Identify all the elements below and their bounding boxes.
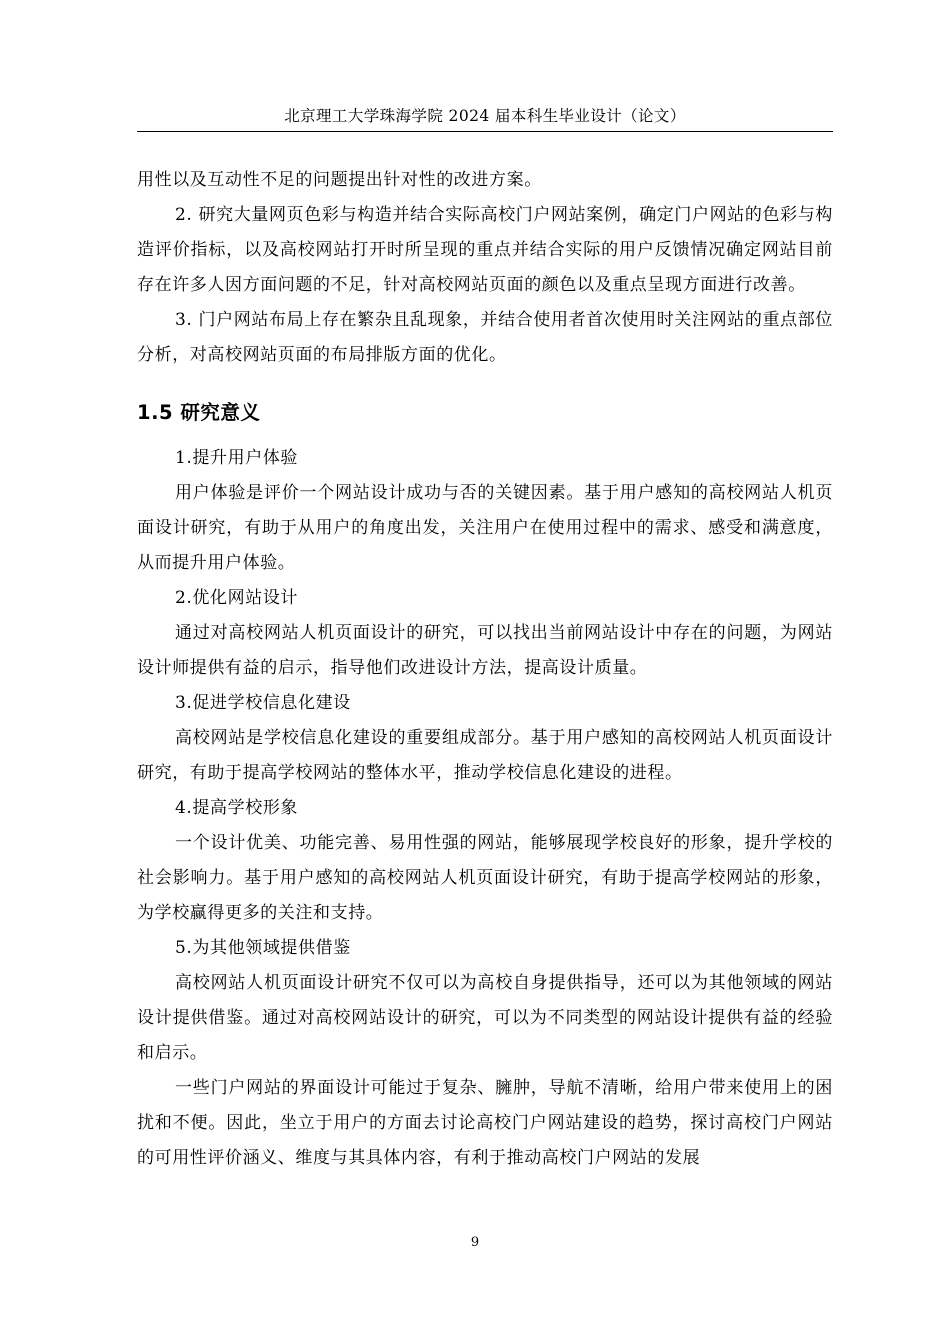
header-divider <box>137 131 833 132</box>
page-header: 北京理工大学珠海学院 2024 届本科生毕业设计（论文） <box>284 107 686 125</box>
section-heading: 1.5 研究意义 <box>137 401 261 424</box>
point-title: 3.促进学校信息化建设 <box>175 693 351 713</box>
point-title: 5.为其他领域提供借鉴 <box>175 938 351 958</box>
intro-continuation-paragraph: 用性以及互动性不足的问题提出针对性的改进方案。 <box>137 170 542 190</box>
list-item-3: 3. 门户网站布局上存在繁杂且乱现象，并结合使用者首次使用时关注网站的重点部位分析，对高校网站页面的布局排版方面的优化。 <box>137 310 833 365</box>
point-paragraph: 用户体验是评价一个网站设计成功与否的关键因素。基于用户感知的高校网站人机页面设计研究，有助于从用户的角度出发，关注用户在使用过程中的需求、感受和满意度，从而提升用户体验。 <box>137 483 833 573</box>
point-paragraph: 一个设计优美、功能完善、易用性强的网站，能够展现学校良好的形象，提升学校的社会影响力。基于用户感知的高校网站人机页面设计研究，有助于提高学校网站的形象，为学校赢得更多的关注和支持。 <box>137 833 833 923</box>
page-body <box>137 163 833 1176</box>
point-paragraph: 高校网站人机页面设计研究不仅可以为高校自身提供指导，还可以为其他领域的网站设计提供借鉴。通过对高校网站设计的研究，可以为不同类型的网站设计提供有益的经验和启示。 <box>137 973 833 1063</box>
point-title: 1.提升用户体验 <box>175 448 299 468</box>
point-paragraph: 通过对高校网站人机页面设计的研究，可以找出当前网站设计中存在的问题，为网站设计师提供有益的启示，指导他们改进设计方法，提高设计质量。 <box>137 623 833 678</box>
point-paragraph: 高校网站是学校信息化建设的重要组成部分。基于用户感知的高校网站人机页面设计研究，有助于提高学校网站的整体水平，推动学校信息化建设的进程。 <box>137 728 833 783</box>
page-number: 9 <box>470 1235 480 1250</box>
point-title: 4.提高学校形象 <box>175 798 299 818</box>
list-item-2: 2. 研究大量网页色彩与构造并结合实际高校门户网站案例，确定门户网站的色彩与构造评价指标，以及高校网站打开时所呈现的重点并结合实际的用户反馈情况确定网站目前存在许多人因方面问题的不足，针对高校网站页面的颜色以及重点呈现方面进行改善。 <box>137 205 833 295</box>
point-title: 2.优化网站设计 <box>175 588 299 608</box>
closing-paragraph: 一些门户网站的界面设计可能过于复杂、臃肿，导航不清晰，给用户带来使用上的困扰和不便。因此，坐立于用户的方面去讨论高校门户网站建设的趋势，探讨高校门户网站的可用性评价涵义、维度与其具体内容，有利于推动高校门户网站的发展 <box>137 1078 833 1168</box>
